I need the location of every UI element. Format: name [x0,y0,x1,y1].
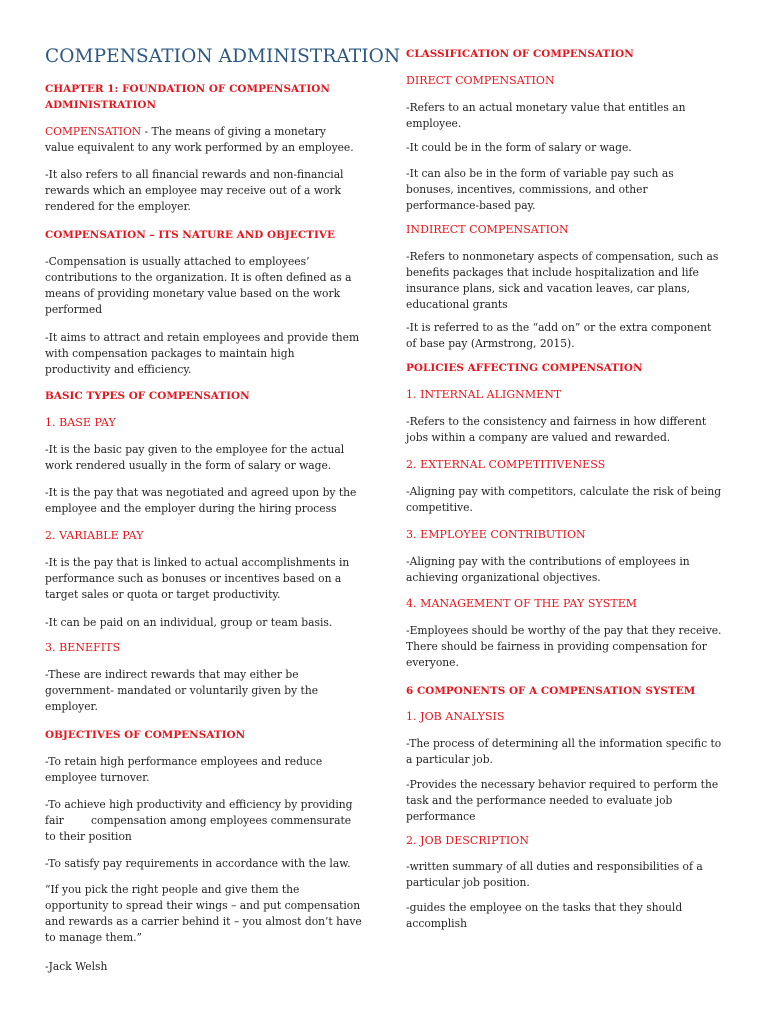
chapter-heading: CHAPTER 1: FOUNDATION OF COMPENSATION ADMINISTRATION [45,83,330,111]
job-analysis-heading: 1. JOB ANALYSIS [406,710,505,723]
definition-text: - The means of giving a monetary value equivalent to any work performed by an employee. [45,125,354,154]
objective-paragraph-2: -To achieve high productivity and efficiency by providing fair compensation among employees commensurate to their position [45,798,356,843]
direct-paragraph-2: -It could be in the form of salary or wage. [406,141,632,154]
internal-alignment-heading: 1. INTERNAL ALIGNMENT [406,388,562,401]
direct-paragraph-1: -Refers to an actual monetary value that entitles an employee. [406,101,686,130]
employee-contribution-heading: 3. EMPLOYEE CONTRIBUTION [406,528,586,541]
indirect-compensation-heading: INDIRECT COMPENSATION [406,223,569,236]
job-analysis-paragraph-2: -Provides the necessary behavior required to perform the task and the performance needed to evaluate job performance [406,778,719,823]
pay-system-paragraph: -Employees should be worthy of the pay that they receive. There should be fairness in providing compensation for everyone. [406,624,722,669]
job-analysis-paragraph-1: -The process of determining all the information specific to a particular job. [406,737,722,766]
benefits-paragraph: -These are indirect rewards that may either be government- mandated or voluntarily given by the employer. [45,668,319,713]
internal-alignment-paragraph: -Refers to the consistency and fairness in how different jobs within a company are valued and rewarded. [406,415,707,444]
job-description-paragraph-2: -guides the employee on the tasks that they should accomplish [406,901,683,930]
quote: “If you pick the right people and give them the opportunity to spread their wings – and put compensation and rewards as a carrier behind it – you almost don’t have to manage them.” [45,883,362,944]
definition-paragraph: -It also refers to all financial rewards and non-financial rewards which an employee may receive out of a work rendered for the employer. [45,168,344,213]
variable-pay-paragraph-1: -It is the pay that is linked to actual accomplishments in performance such as bonuses or incentives based on a target sales or quota or target productivity. [45,556,350,601]
objective-paragraph-1: -To retain high performance employees and reduce employee turnover. [45,755,323,784]
external-competitiveness-heading: 2. EXTERNAL COMPETITIVENESS [406,458,606,471]
job-description-paragraph-1: -written summary of all duties and responsibilities of a particular job position. [406,860,703,889]
components-heading: 6 COMPONENTS OF A COMPENSATION SYSTEM [406,685,696,697]
pay-system-heading: 4. MANAGEMENT OF THE PAY SYSTEM [406,597,638,610]
objective-paragraph-3: -To satisfy pay requirements in accordance with the law. [45,857,351,870]
external-competitiveness-paragraph: -Aligning pay with competitors, calculate the risk of being competitive. [406,485,722,514]
variable-pay-heading: 2. VARIABLE PAY [45,529,144,542]
objectives-heading: OBJECTIVES OF COMPENSATION [45,729,246,741]
definition-term: COMPENSATION [45,125,142,138]
base-pay-heading: 1. BASE PAY [45,416,116,429]
indirect-paragraph-1: -Refers to nonmonetary aspects of compensation, such as benefits packages that include hospitalization and life insurance plans, sick and vacation leaves, car plans, educational grants [406,250,719,311]
variable-pay-paragraph-2: -It can be paid on an individual, group or team basis. [45,616,333,629]
job-description-heading: 2. JOB DESCRIPTION [406,834,530,847]
direct-paragraph-3: -It can also be in the form of variable pay such as bonuses, incentives, commissions, and other performance-based pay. [406,167,674,212]
classification-heading: CLASSIFICATION OF COMPENSATION [406,48,634,60]
nature-paragraph-2: -It aims to attract and retain employees and provide them with compensation packages to maintain high productivity and efficiency. [45,331,360,376]
benefits-heading: 3. BENEFITS [45,641,121,654]
direct-compensation-heading: DIRECT COMPENSATION [406,74,555,87]
employee-contribution-paragraph: -Aligning pay with the contributions of employees in achieving organizational objectives. [406,555,690,584]
quote-author: -Jack Welsh [45,960,108,973]
compensation-definition [45,124,357,156]
document-title: COMPENSATION ADMINISTRATION [45,46,401,67]
nature-paragraph-1: -Compensation is usually attached to employees’ contributions to the organization. It is often defined as a means of providing monetary value based on the work performed [45,255,352,316]
base-pay-paragraph-2: -It is the pay that was negotiated and agreed upon by the employee and the employer during the hiring process [45,486,357,515]
basic-types-heading: BASIC TYPES OF COMPENSATION [45,390,250,402]
policies-heading: POLICIES AFFECTING COMPENSATION [406,362,643,374]
indirect-paragraph-2: -It is referred to as the “add on” or the extra component of base pay (Armstrong, 2015). [406,321,712,350]
base-pay-paragraph-1: -It is the basic pay given to the employee for the actual work rendered usually in the form of salary or wage. [45,443,345,472]
nature-heading: COMPENSATION – ITS NATURE AND OBJECTIVE [45,229,335,241]
